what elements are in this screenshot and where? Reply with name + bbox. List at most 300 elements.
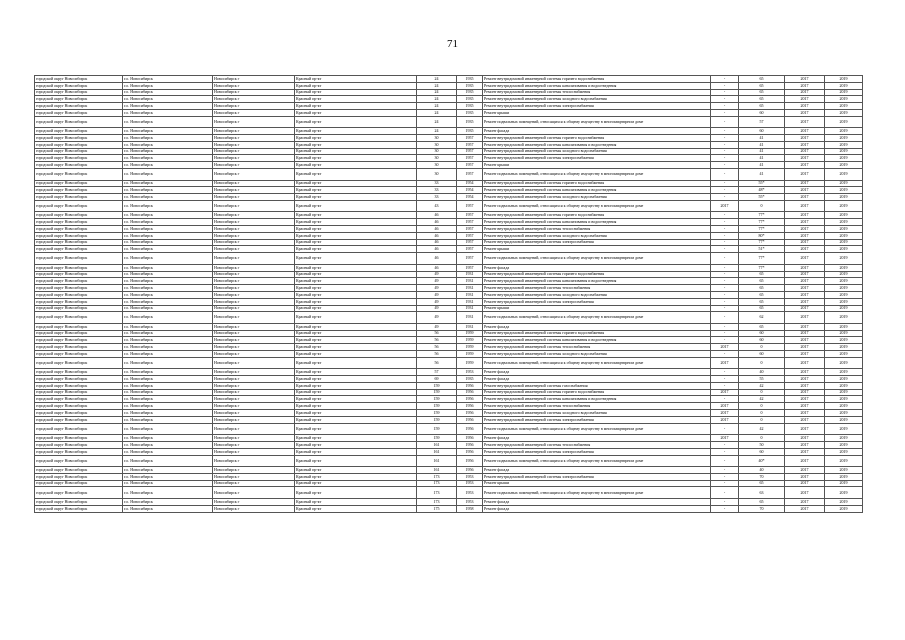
cell-plan-end-year: 2019: [825, 423, 863, 435]
cell-plan-start-year: 2017: [785, 194, 825, 201]
cell-house-number: 49: [417, 291, 457, 298]
cell-wear-percent: 77*: [739, 212, 785, 219]
cell-build-year: 1957: [457, 155, 483, 162]
cell-wear-percent: 40: [739, 467, 785, 474]
cell-house-number: 49: [417, 271, 457, 278]
table-row: [35, 291, 863, 298]
cell-street: Красный пр-кт: [295, 89, 417, 96]
cell-locality: Новосибирск г: [213, 382, 295, 389]
table-row: [35, 232, 863, 239]
cell-wear-percent: 65: [739, 285, 785, 292]
cell-house-number: 175: [417, 505, 457, 512]
table-row: [35, 448, 863, 455]
cell-plan-end-year: 2019: [825, 351, 863, 358]
cell-completed-year: -: [711, 441, 739, 448]
cell-house-number: 159: [417, 416, 457, 423]
cell-locality: Новосибирск г: [213, 435, 295, 442]
cell-district: городской округ Новосибирск: [35, 448, 123, 455]
cell-completed-year: -: [711, 169, 739, 181]
cell-work-type: Ремонт подвальных помещений, относящихся к общему имуществу в многоквартирном доме: [483, 253, 711, 265]
cell-completed-year: -: [711, 487, 739, 499]
cell-wear-percent: 0: [739, 410, 785, 417]
cell-house-number: 49: [417, 278, 457, 285]
cell-completed-year: -: [711, 116, 739, 128]
cell-street: Красный пр-кт: [295, 330, 417, 337]
cell-wear-percent: 0: [739, 344, 785, 351]
cell-completed-year: -: [711, 226, 739, 233]
cell-district: городской округ Новосибирск: [35, 128, 123, 135]
cell-locality: Новосибирск г: [213, 467, 295, 474]
cell-district: городской округ Новосибирск: [35, 403, 123, 410]
cell-build-year: 1957: [457, 162, 483, 169]
cell-district: городской округ Новосибирск: [35, 194, 123, 201]
cell-work-type: Ремонт подвальных помещений, относящихся к общему имуществу в многоквартирном доме: [483, 169, 711, 181]
cell-plan-start-year: 2017: [785, 103, 825, 110]
cell-wear-percent: 60: [739, 337, 785, 344]
cell-plan-end-year: 2019: [825, 264, 863, 271]
cell-work-type: Ремонт внутридомовой инженерной системы канализования и водоотведения: [483, 219, 711, 226]
cell-street: Красный пр-кт: [295, 148, 417, 155]
cell-street: Красный пр-кт: [295, 416, 417, 423]
cell-district: городской округ Новосибирск: [35, 498, 123, 505]
cell-plan-start-year: 2017: [785, 344, 825, 351]
cell-district: городской округ Новосибирск: [35, 505, 123, 512]
cell-wear-percent: 77*: [739, 264, 785, 271]
cell-street: Красный пр-кт: [295, 467, 417, 474]
table-row: [35, 344, 863, 351]
cell-house-number: 173: [417, 473, 457, 480]
cell-municipality: г.о. Новосибирск: [123, 423, 213, 435]
page-number: 71: [447, 38, 458, 50]
cell-build-year: 1935: [457, 376, 483, 383]
cell-district: городской округ Новосибирск: [35, 264, 123, 271]
cell-district: городской округ Новосибирск: [35, 96, 123, 103]
cell-work-type: Ремонт фасада: [483, 264, 711, 271]
cell-house-number: 56: [417, 351, 457, 358]
cell-municipality: г.о. Новосибирск: [123, 344, 213, 351]
cell-plan-end-year: 2019: [825, 155, 863, 162]
cell-work-type: Ремонт внутридомовой инженерной системы канализования и водоотведения: [483, 187, 711, 194]
cell-street: Красный пр-кт: [295, 128, 417, 135]
cell-street: Красный пр-кт: [295, 396, 417, 403]
cell-district: городской округ Новосибирск: [35, 351, 123, 358]
cell-plan-start-year: 2017: [785, 82, 825, 89]
cell-completed-year: -: [711, 473, 739, 480]
cell-house-number: 43: [417, 200, 457, 212]
cell-municipality: г.о. Новосибирск: [123, 109, 213, 116]
cell-district: городской округ Новосибирск: [35, 180, 123, 187]
cell-district: городской округ Новосибирск: [35, 312, 123, 324]
table-row: [35, 89, 863, 96]
cell-district: городской округ Новосибирск: [35, 467, 123, 474]
cell-plan-start-year: 2017: [785, 219, 825, 226]
cell-district: городской округ Новосибирск: [35, 357, 123, 369]
cell-house-number: 69: [417, 376, 457, 383]
table-row: [35, 330, 863, 337]
cell-district: городской округ Новосибирск: [35, 76, 123, 83]
cell-municipality: г.о. Новосибирск: [123, 455, 213, 467]
cell-municipality: г.о. Новосибирск: [123, 382, 213, 389]
cell-completed-year: 2017: [711, 416, 739, 423]
cell-district: городской округ Новосибирск: [35, 246, 123, 253]
cell-work-type: Ремонт внутридомовой инженерной системы газоснабжения: [483, 382, 711, 389]
cell-wear-percent: 0: [739, 403, 785, 410]
cell-work-type: Ремонт фасада: [483, 323, 711, 330]
cell-work-type: Ремонт внутридомовой инженерной системы теплоснабжения: [483, 285, 711, 292]
cell-street: Красный пр-кт: [295, 505, 417, 512]
cell-build-year: 1959: [457, 337, 483, 344]
cell-work-type: Ремонт внутридомовой инженерной системы теплоснабжения: [483, 441, 711, 448]
cell-municipality: г.о. Новосибирск: [123, 291, 213, 298]
cell-work-type: Ремонт подвальных помещений, относящихся к общему имуществу в многоквартирном доме: [483, 312, 711, 324]
cell-street: Красный пр-кт: [295, 291, 417, 298]
cell-district: городской округ Новосибирск: [35, 291, 123, 298]
table-row: [35, 382, 863, 389]
cell-completed-year: -: [711, 253, 739, 265]
cell-build-year: 1957: [457, 135, 483, 142]
cell-completed-year: -: [711, 498, 739, 505]
table-row: [35, 246, 863, 253]
cell-plan-start-year: 2017: [785, 148, 825, 155]
cell-plan-end-year: 2019: [825, 505, 863, 512]
cell-plan-end-year: 2019: [825, 246, 863, 253]
cell-plan-start-year: 2017: [785, 76, 825, 83]
table-row: [35, 239, 863, 246]
cell-work-type: Ремонт внутридомовой инженерной системы канализования и водоотведения: [483, 141, 711, 148]
cell-wear-percent: 77*: [739, 226, 785, 233]
cell-street: Красный пр-кт: [295, 455, 417, 467]
cell-locality: Новосибирск г: [213, 389, 295, 396]
cell-build-year: 1957: [457, 219, 483, 226]
cell-municipality: г.о. Новосибирск: [123, 271, 213, 278]
cell-plan-start-year: 2017: [785, 376, 825, 383]
cell-completed-year: -: [711, 467, 739, 474]
cell-wear-percent: 65: [739, 271, 785, 278]
cell-plan-start-year: 2017: [785, 323, 825, 330]
cell-house-number: 33: [417, 180, 457, 187]
cell-plan-end-year: 2019: [825, 271, 863, 278]
cell-street: Красный пр-кт: [295, 369, 417, 376]
cell-build-year: 1956: [457, 448, 483, 455]
cell-house-number: 56: [417, 337, 457, 344]
cell-street: Красный пр-кт: [295, 109, 417, 116]
cell-work-type: Ремонт крыши: [483, 109, 711, 116]
cell-district: городской округ Новосибирск: [35, 473, 123, 480]
cell-plan-start-year: 2017: [785, 285, 825, 292]
cell-plan-start-year: 2017: [785, 357, 825, 369]
cell-locality: Новосибирск г: [213, 376, 295, 383]
cell-district: городской округ Новосибирск: [35, 382, 123, 389]
cell-street: Красный пр-кт: [295, 357, 417, 369]
cell-district: городской округ Новосибирск: [35, 376, 123, 383]
cell-house-number: 24: [417, 89, 457, 96]
cell-locality: Новосибирск г: [213, 212, 295, 219]
cell-street: Красный пр-кт: [295, 473, 417, 480]
cell-wear-percent: 0: [739, 357, 785, 369]
cell-locality: Новосибирск г: [213, 148, 295, 155]
cell-district: городской округ Новосибирск: [35, 148, 123, 155]
cell-wear-percent: 60: [739, 109, 785, 116]
cell-municipality: г.о. Новосибирск: [123, 96, 213, 103]
cell-plan-start-year: 2017: [785, 410, 825, 417]
cell-work-type: Ремонт фасада: [483, 435, 711, 442]
cell-house-number: 49: [417, 312, 457, 324]
cell-plan-start-year: 2017: [785, 505, 825, 512]
cell-street: Красный пр-кт: [295, 232, 417, 239]
cell-plan-end-year: 2019: [825, 76, 863, 83]
cell-street: Красный пр-кт: [295, 271, 417, 278]
cell-street: Красный пр-кт: [295, 200, 417, 212]
cell-wear-percent: 65: [739, 96, 785, 103]
cell-completed-year: 2017: [711, 410, 739, 417]
cell-work-type: Ремонт крыши: [483, 480, 711, 487]
cell-plan-end-year: 2019: [825, 89, 863, 96]
cell-build-year: 1954: [457, 180, 483, 187]
cell-house-number: 46: [417, 239, 457, 246]
table-row: [35, 148, 863, 155]
cell-build-year: 1931: [457, 305, 483, 312]
cell-locality: Новосибирск г: [213, 82, 295, 89]
cell-municipality: г.о. Новосибирск: [123, 369, 213, 376]
table-row: [35, 351, 863, 358]
cell-build-year: 1956: [457, 455, 483, 467]
cell-wear-percent: 65: [739, 323, 785, 330]
cell-plan-end-year: 2019: [825, 187, 863, 194]
cell-district: городской округ Новосибирск: [35, 253, 123, 265]
cell-plan-start-year: 2017: [785, 89, 825, 96]
table-body: [35, 76, 863, 513]
cell-plan-start-year: 2017: [785, 169, 825, 181]
cell-plan-start-year: 2017: [785, 369, 825, 376]
cell-work-type: Ремонт внутридомовой инженерной системы электроснабжения: [483, 239, 711, 246]
cell-house-number: 173: [417, 498, 457, 505]
cell-municipality: г.о. Новосибирск: [123, 441, 213, 448]
cell-plan-start-year: 2017: [785, 351, 825, 358]
table-row: [35, 480, 863, 487]
table-row: [35, 396, 863, 403]
cell-street: Красный пр-кт: [295, 312, 417, 324]
cell-street: Красный пр-кт: [295, 141, 417, 148]
cell-plan-start-year: 2017: [785, 487, 825, 499]
cell-municipality: г.о. Новосибирск: [123, 416, 213, 423]
cell-plan-start-year: 2017: [785, 232, 825, 239]
cell-plan-start-year: 2017: [785, 435, 825, 442]
cell-plan-end-year: 2019: [825, 357, 863, 369]
cell-build-year: 1953: [457, 480, 483, 487]
cell-street: Красный пр-кт: [295, 410, 417, 417]
cell-build-year: 1931: [457, 312, 483, 324]
cell-municipality: г.о. Новосибирск: [123, 473, 213, 480]
cell-street: Красный пр-кт: [295, 298, 417, 305]
cell-plan-end-year: 2019: [825, 285, 863, 292]
cell-completed-year: -: [711, 291, 739, 298]
table-row: [35, 141, 863, 148]
cell-work-type: Ремонт внутридомовой инженерной системы электроснабжения: [483, 103, 711, 110]
cell-house-number: 33: [417, 187, 457, 194]
cell-municipality: г.о. Новосибирск: [123, 155, 213, 162]
cell-completed-year: -: [711, 505, 739, 512]
cell-build-year: 1957: [457, 239, 483, 246]
cell-build-year: 1935: [457, 96, 483, 103]
cell-plan-end-year: 2019: [825, 487, 863, 499]
cell-work-type: Ремонт внутридомовой инженерной системы холодного водоснабжения: [483, 194, 711, 201]
cell-work-type: Ремонт внутридомовой инженерной системы канализования и водоотведения: [483, 82, 711, 89]
cell-work-type: Ремонт внутридомовой инженерной системы горячего водоснабжения: [483, 180, 711, 187]
cell-work-type: Ремонт подвальных помещений, относящихся к общему имуществу в многоквартирном доме: [483, 423, 711, 435]
cell-work-type: Ремонт подвальных помещений, относящихся к общему имуществу в многоквартирном доме: [483, 455, 711, 467]
cell-municipality: г.о. Новосибирск: [123, 403, 213, 410]
cell-street: Красный пр-кт: [295, 441, 417, 448]
table-row: [35, 187, 863, 194]
cell-plan-start-year: 2017: [785, 473, 825, 480]
cell-municipality: г.о. Новосибирск: [123, 169, 213, 181]
cell-house-number: 57: [417, 369, 457, 376]
cell-district: городской округ Новосибирск: [35, 103, 123, 110]
cell-municipality: г.о. Новосибирск: [123, 128, 213, 135]
table-row: [35, 162, 863, 169]
cell-municipality: г.о. Новосибирск: [123, 487, 213, 499]
cell-completed-year: 2017: [711, 389, 739, 396]
cell-municipality: г.о. Новосибирск: [123, 212, 213, 219]
cell-plan-end-year: 2019: [825, 389, 863, 396]
cell-completed-year: -: [711, 323, 739, 330]
cell-locality: Новосибирск г: [213, 76, 295, 83]
table-row: [35, 96, 863, 103]
cell-completed-year: -: [711, 455, 739, 467]
cell-street: Красный пр-кт: [295, 480, 417, 487]
cell-locality: Новосибирск г: [213, 423, 295, 435]
cell-municipality: г.о. Новосибирск: [123, 498, 213, 505]
table-row: [35, 337, 863, 344]
cell-wear-percent: 60: [739, 351, 785, 358]
table-row: [35, 410, 863, 417]
cell-plan-start-year: 2017: [785, 312, 825, 324]
cell-completed-year: -: [711, 162, 739, 169]
cell-locality: Новосибирск г: [213, 162, 295, 169]
cell-district: городской округ Новосибирск: [35, 141, 123, 148]
cell-work-type: Ремонт внутридомовой инженерной системы горячего водоснабжения: [483, 135, 711, 142]
cell-house-number: 30: [417, 155, 457, 162]
cell-plan-end-year: 2019: [825, 312, 863, 324]
cell-plan-end-year: 2019: [825, 344, 863, 351]
table-row: [35, 135, 863, 142]
cell-locality: Новосибирск г: [213, 155, 295, 162]
cell-plan-start-year: 2017: [785, 396, 825, 403]
cell-plan-start-year: 2017: [785, 187, 825, 194]
cell-build-year: 1935: [457, 109, 483, 116]
cell-plan-end-year: 2019: [825, 441, 863, 448]
cell-wear-percent: 41: [739, 148, 785, 155]
cell-build-year: 1957: [457, 141, 483, 148]
cell-completed-year: -: [711, 312, 739, 324]
cell-locality: Новосибирск г: [213, 135, 295, 142]
cell-wear-percent: 0: [739, 389, 785, 396]
cell-plan-start-year: 2017: [785, 246, 825, 253]
table-row: [35, 376, 863, 383]
cell-wear-percent: 80*: [739, 232, 785, 239]
cell-street: Красный пр-кт: [295, 498, 417, 505]
cell-plan-start-year: 2017: [785, 200, 825, 212]
cell-work-type: Ремонт внутридомовой инженерной системы теплоснабжения: [483, 403, 711, 410]
cell-build-year: 1953: [457, 369, 483, 376]
cell-house-number: 161: [417, 455, 457, 467]
cell-build-year: 1953: [457, 487, 483, 499]
cell-build-year: 1956: [457, 403, 483, 410]
cell-plan-start-year: 2017: [785, 226, 825, 233]
cell-locality: Новосибирск г: [213, 187, 295, 194]
cell-municipality: г.о. Новосибирск: [123, 162, 213, 169]
cell-completed-year: 2017: [711, 403, 739, 410]
cell-build-year: 1954: [457, 194, 483, 201]
cell-work-type: Ремонт крыши: [483, 246, 711, 253]
cell-work-type: Ремонт внутридомовой инженерной системы электроснабжения: [483, 473, 711, 480]
cell-build-year: 1957: [457, 246, 483, 253]
cell-work-type: Ремонт фасада: [483, 467, 711, 474]
cell-house-number: 30: [417, 162, 457, 169]
cell-completed-year: -: [711, 448, 739, 455]
cell-work-type: Ремонт подвальных помещений, относящихся к общему имуществу в многоквартирном доме: [483, 200, 711, 212]
cell-locality: Новосибирск г: [213, 410, 295, 417]
cell-wear-percent: 60: [739, 448, 785, 455]
cell-work-type: Ремонт внутридомовой инженерной системы холодного водоснабжения: [483, 96, 711, 103]
table-row: [35, 498, 863, 505]
cell-locality: Новосибирск г: [213, 219, 295, 226]
cell-work-type: Ремонт внутридомовой инженерной системы холодного водоснабжения: [483, 410, 711, 417]
cell-house-number: 46: [417, 226, 457, 233]
cell-plan-start-year: 2017: [785, 253, 825, 265]
cell-work-type: Ремонт фасада: [483, 369, 711, 376]
cell-plan-end-year: 2019: [825, 109, 863, 116]
cell-work-type: Ремонт внутридомовой инженерной системы холодного водоснабжения: [483, 291, 711, 298]
cell-locality: Новосибирск г: [213, 194, 295, 201]
cell-work-type: Ремонт внутридомовой инженерной системы электроснабжения: [483, 448, 711, 455]
cell-work-type: Ремонт внутридомовой инженерной системы канализования и водоотведения: [483, 337, 711, 344]
cell-plan-start-year: 2017: [785, 305, 825, 312]
cell-wear-percent: 77*: [739, 239, 785, 246]
cell-street: Красный пр-кт: [295, 246, 417, 253]
cell-locality: Новосибирск г: [213, 109, 295, 116]
table-row: [35, 194, 863, 201]
table-row: [35, 253, 863, 265]
cell-completed-year: -: [711, 128, 739, 135]
cell-work-type: Ремонт внутридомовой инженерной системы горячего водоснабжения: [483, 271, 711, 278]
cell-work-type: Ремонт фасада: [483, 498, 711, 505]
cell-street: Красный пр-кт: [295, 389, 417, 396]
cell-street: Красный пр-кт: [295, 219, 417, 226]
cell-plan-end-year: 2019: [825, 416, 863, 423]
cell-district: городской округ Новосибирск: [35, 278, 123, 285]
cell-district: городской округ Новосибирск: [35, 162, 123, 169]
table-row: [35, 82, 863, 89]
cell-house-number: 159: [417, 403, 457, 410]
cell-street: Красный пр-кт: [295, 382, 417, 389]
cell-build-year: 1935: [457, 103, 483, 110]
cell-locality: Новосибирск г: [213, 498, 295, 505]
cell-district: городской округ Новосибирск: [35, 169, 123, 181]
cell-locality: Новосибирск г: [213, 487, 295, 499]
table-row: [35, 285, 863, 292]
cell-plan-start-year: 2017: [785, 180, 825, 187]
cell-wear-percent: 41: [739, 162, 785, 169]
cell-street: Красный пр-кт: [295, 344, 417, 351]
cell-street: Красный пр-кт: [295, 135, 417, 142]
cell-work-type: Ремонт внутридомовой инженерной системы теплоснабжения: [483, 89, 711, 96]
cell-street: Красный пр-кт: [295, 187, 417, 194]
cell-plan-start-year: 2017: [785, 278, 825, 285]
cell-plan-end-year: 2019: [825, 403, 863, 410]
cell-wear-percent: 50: [739, 441, 785, 448]
cell-house-number: 46: [417, 246, 457, 253]
